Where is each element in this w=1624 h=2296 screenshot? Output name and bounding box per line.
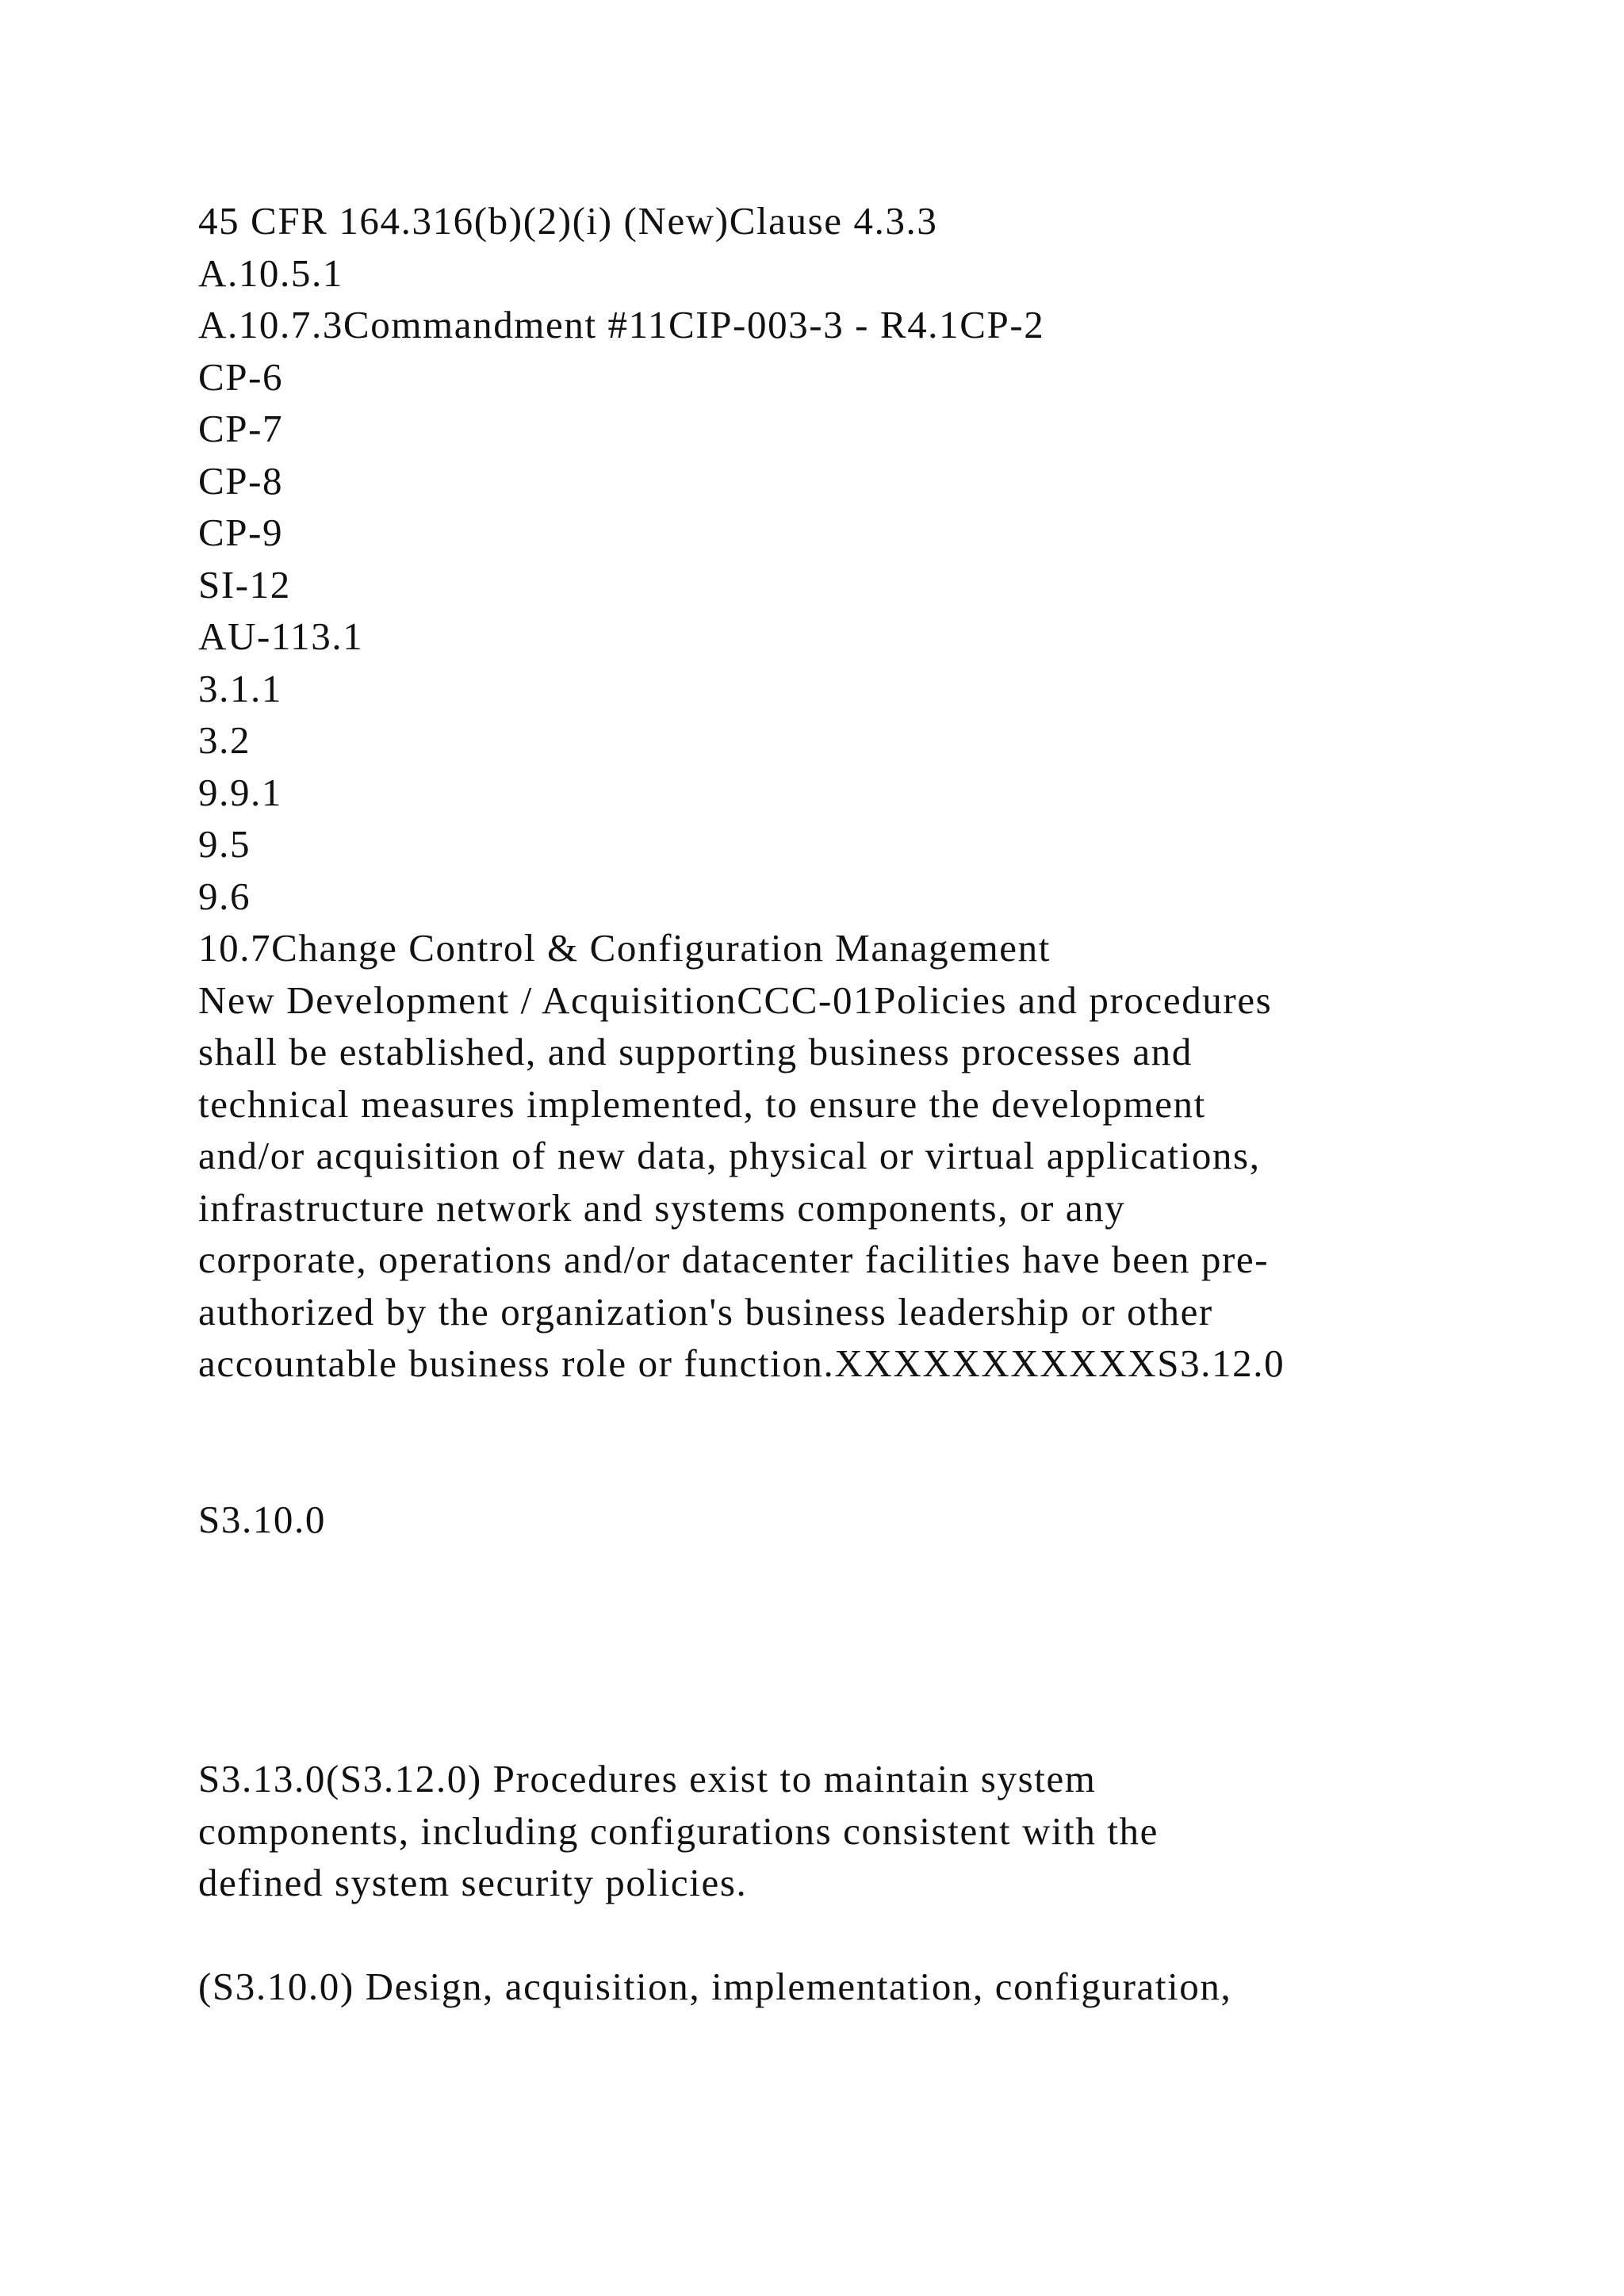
text-line: components, including configurations consistent with the <box>198 1808 1159 1853</box>
text-line: defined system security policies. <box>198 1861 748 1904</box>
blank-line <box>198 1390 1546 1442</box>
text-line: technical measures implemented, to ensure the development <box>198 1081 1206 1126</box>
text-line: 3.2 <box>198 718 251 762</box>
text-line: 9.6 <box>198 874 251 918</box>
text-line: 45 CFR 164.316(b)(2)(i) (New)Clause 4.3.3 <box>198 199 938 243</box>
blank-line <box>198 1441 1546 1494</box>
blank-line <box>198 1598 1546 1650</box>
text-line: 3.1.1 <box>198 666 282 710</box>
text-line: A.10.5.1 <box>198 251 343 295</box>
text-line: CP-6 <box>198 354 284 399</box>
text-line: shall be established, and supporting business processes and <box>198 1030 1193 1073</box>
text-line: infrastructure network and systems components, or any <box>198 1185 1126 1230</box>
text-line: 10.7Change Control & Configuration Management <box>198 926 1051 970</box>
text-line: A.10.7.3Commandment #11CIP-003-3 - R4.1CP-2 <box>198 303 1045 346</box>
text-line: CP-7 <box>198 407 284 450</box>
text-line: and/or acquisition of new data, physical or virtual applications, <box>198 1134 1261 1177</box>
text-line: S3.10.0 <box>198 1497 326 1541</box>
text-line: accountable business role or function.XXXXXXXXXXXS3.12.0 <box>198 1341 1285 1385</box>
text-line: authorized by the organization's business leadership or other <box>198 1289 1213 1334</box>
document-body <box>198 195 1546 2013</box>
text-line: S3.13.0(S3.12.0) Procedures exist to maintain system <box>198 1757 1097 1800</box>
text-line: SI-12 <box>198 562 291 607</box>
blank-line <box>198 1545 1546 1598</box>
text-line: CP-9 <box>198 511 284 554</box>
text-line: 9.5 <box>198 822 251 866</box>
text-line: 9.9.1 <box>198 770 282 814</box>
blank-line <box>198 1649 1546 1701</box>
blank-line <box>198 1909 1546 1961</box>
text-line: New Development / AcquisitionCCC-01Policies and procedures <box>198 978 1273 1022</box>
text-line: corporate, operations and/or datacenter facilities have been pre- <box>198 1238 1270 1281</box>
text-line: AU-113.1 <box>198 614 364 658</box>
text-line: (S3.10.0) Design, acquisition, implementation, configuration, <box>198 1965 1232 2008</box>
text-line: CP-8 <box>198 458 284 503</box>
blank-line <box>198 1701 1546 1754</box>
